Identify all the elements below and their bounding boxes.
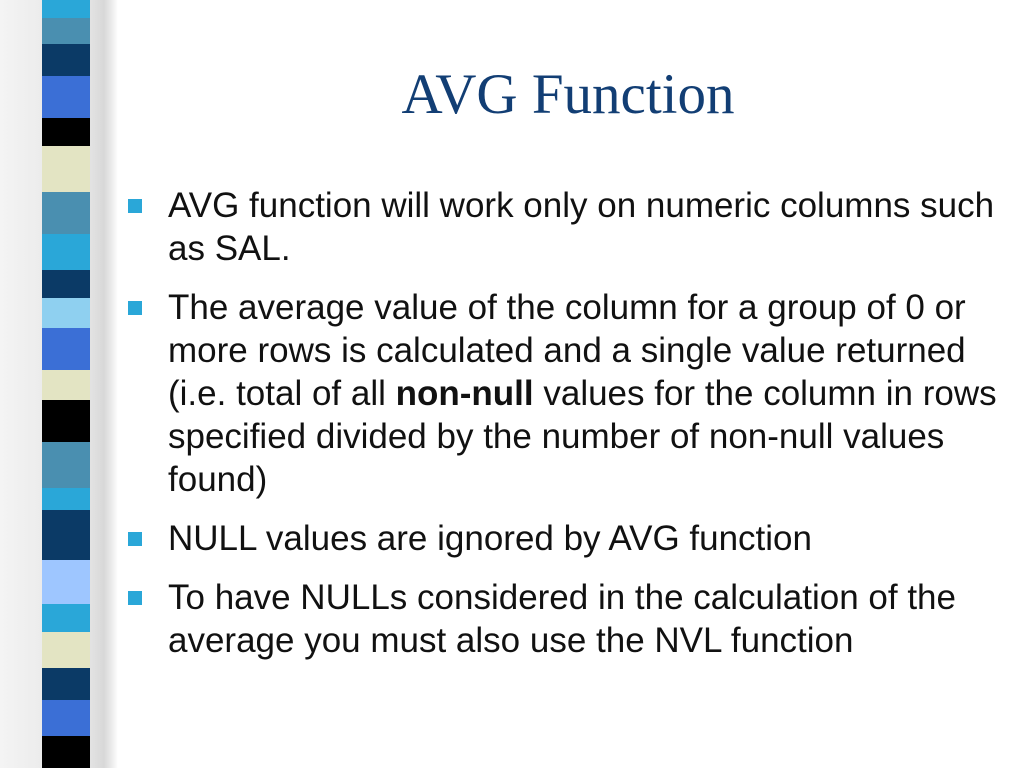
bullet-text-part: values for the column in rows specified divided by the number of non-null values found): [168, 374, 997, 499]
stripe-block: [42, 270, 90, 298]
stripe-block: [42, 668, 90, 700]
bullet-text-part: The average value of the column for a group of 0 or more rows is calculated and a single value returned (i.e. total of all: [168, 288, 966, 413]
bullet-text: NULL values are ignored by AVG function: [168, 519, 812, 558]
stripe-block: [42, 400, 90, 442]
stripe-block: [42, 0, 90, 18]
bullet-item-1: [128, 184, 998, 270]
stripe-block: [42, 510, 90, 560]
square-bullet-icon: [128, 301, 142, 315]
square-bullet-icon: [128, 591, 142, 605]
stripe-block: [42, 234, 90, 270]
square-bullet-icon: [128, 532, 142, 546]
stripe-block: [42, 328, 90, 370]
stripe-block: [42, 700, 90, 736]
stripe-block: [42, 632, 90, 668]
stripe-block: [42, 76, 90, 118]
bullet-text: To have NULLs considered in the calculation of the average you must also use the NVL function: [168, 578, 956, 660]
stripe-block: [42, 488, 90, 510]
stripe-block: [42, 44, 90, 76]
bold-emphasis: non-null: [395, 374, 534, 413]
bullet-text: AVG function will work only on numeric columns such as SAL.: [168, 186, 995, 268]
stripe-block: [42, 560, 90, 604]
bullet-item-4: [128, 576, 998, 662]
bullet-list: [128, 184, 998, 678]
slide-title: AVG Function: [401, 63, 735, 126]
stripe-block: [42, 604, 90, 632]
square-bullet-icon: [128, 199, 142, 213]
bullet-text: [168, 286, 998, 501]
decorative-stripe-column: [42, 0, 90, 768]
stripe-block: [42, 18, 90, 44]
bullet-item-3: [128, 517, 998, 560]
bullet-item-2: [128, 286, 998, 501]
stripe-block: [42, 192, 90, 234]
stripe-block: [42, 118, 90, 146]
stripe-block: [42, 370, 90, 400]
stripe-block: [42, 736, 90, 768]
stripe-block: [42, 146, 90, 192]
stripe-block: [42, 298, 90, 328]
stripe-block: [42, 442, 90, 488]
